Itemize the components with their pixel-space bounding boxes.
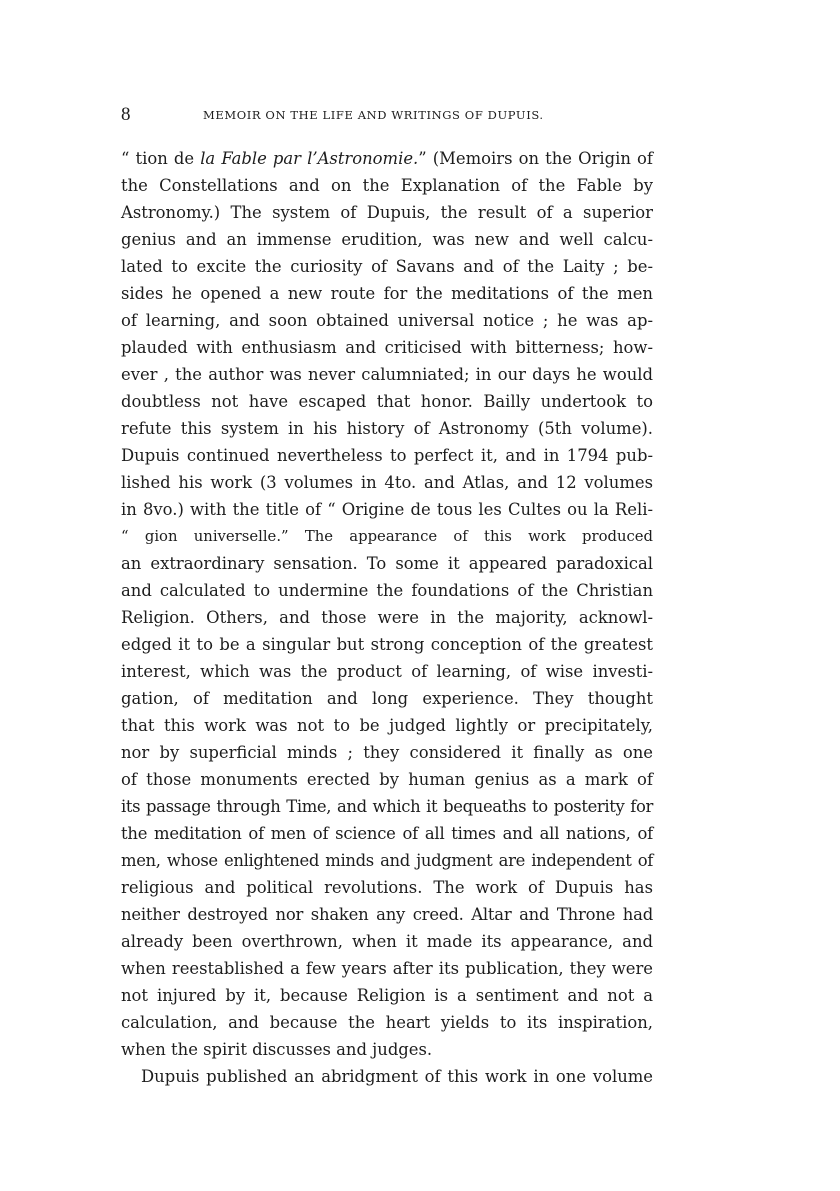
text-line: an extraordinary sensation. To some it appeared paradoxical (121, 554, 653, 573)
text-line: that this work was not to be judged lightly or precipitately, (121, 716, 653, 735)
text-line: when the spirit discusses and judges. (121, 1040, 433, 1059)
italic-title: la Fable par l’Astronomie. (200, 149, 419, 168)
text-line: interest, which was the product of learning, of wise investi- (121, 662, 653, 681)
text-line: nor by superficial minds ; they considered it finally as one (121, 743, 653, 762)
running-title: MEMOIR ON THE LIFE AND WRITINGS OF DUPUIS. (203, 108, 544, 122)
text-line: lated to excite the curiosity of Savans and of the Laity ; be- (121, 257, 653, 276)
text-line: Dupuis continued nevertheless to perfect it, and in 1794 pub- (121, 446, 653, 465)
text-line: “ gion universelle.” The appearance of this work produced (121, 528, 653, 545)
text-line: and calculated to undermine the foundations of the Christian (121, 581, 653, 600)
text-line: the meditation of men of science of all times and all nations, of (121, 824, 653, 843)
text-line: when reestablished a few years after its publication, they were (121, 959, 653, 978)
text-line: plauded with enthusiasm and criticised with bitterness; how- (121, 338, 653, 357)
text-line: its passage through Time, and which it bequeaths to posterity for (121, 797, 653, 816)
body-text (121, 145, 653, 1090)
text-line: ever , the author was never calumniated; in our days he would (121, 365, 653, 384)
text-line: Religion. Others, and those were in the majority, acknowl- (121, 608, 653, 627)
text-line: religious and political revolutions. The work of Dupuis has (121, 878, 653, 897)
text-line-rest: ” (Memoirs on the Origin of (418, 149, 653, 168)
text-line: in 8vo.) with the title of “ Origine de tous les Cultes ou la Reli- (121, 500, 653, 519)
text-line: calculation, and because the heart yields to its inspiration, (121, 1013, 653, 1032)
running-header (121, 104, 653, 128)
text-line: Dupuis published an abridgment of this work in one volume (141, 1067, 653, 1086)
text-line: doubtless not have escaped that honor. Bailly undertook to (121, 392, 653, 411)
text-line: genius and an immense erudition, was new and well calcu- (121, 230, 653, 249)
text-line: not injured by it, because Religion is a sentiment and not a (121, 986, 653, 1005)
text-line: of learning, and soon obtained universal notice ; he was ap- (121, 311, 653, 330)
text-line: sides he opened a new route for the meditations of the men (121, 284, 653, 303)
text-line: edged it to be a singular but strong conception of the greatest (121, 635, 653, 654)
text-line: men, whose enlightened minds and judgment are independent of (121, 851, 653, 870)
text-line: already been overthrown, when it made its appearance, and (121, 932, 653, 951)
text-line: Astronomy.) The system of Dupuis, the result of a superior (121, 203, 653, 222)
text-line: the Constellations and on the Explanation of the Fable by (121, 176, 653, 195)
text-line: neither destroyed nor shaken any creed. Altar and Throne had (121, 905, 653, 924)
quote-open: “ tion de (121, 149, 201, 168)
text-line: of those monuments erected by human genius as a mark of (121, 770, 653, 789)
text-line: lished his work (3 volumes in 4to. and Atlas, and 12 volumes (121, 473, 653, 492)
page-number: 8 (121, 104, 131, 125)
text-line (121, 145, 653, 172)
text-line: refute this system in his history of Astronomy (5th volume). (121, 419, 653, 438)
text-line: gation, of meditation and long experience. They thought (121, 689, 653, 708)
